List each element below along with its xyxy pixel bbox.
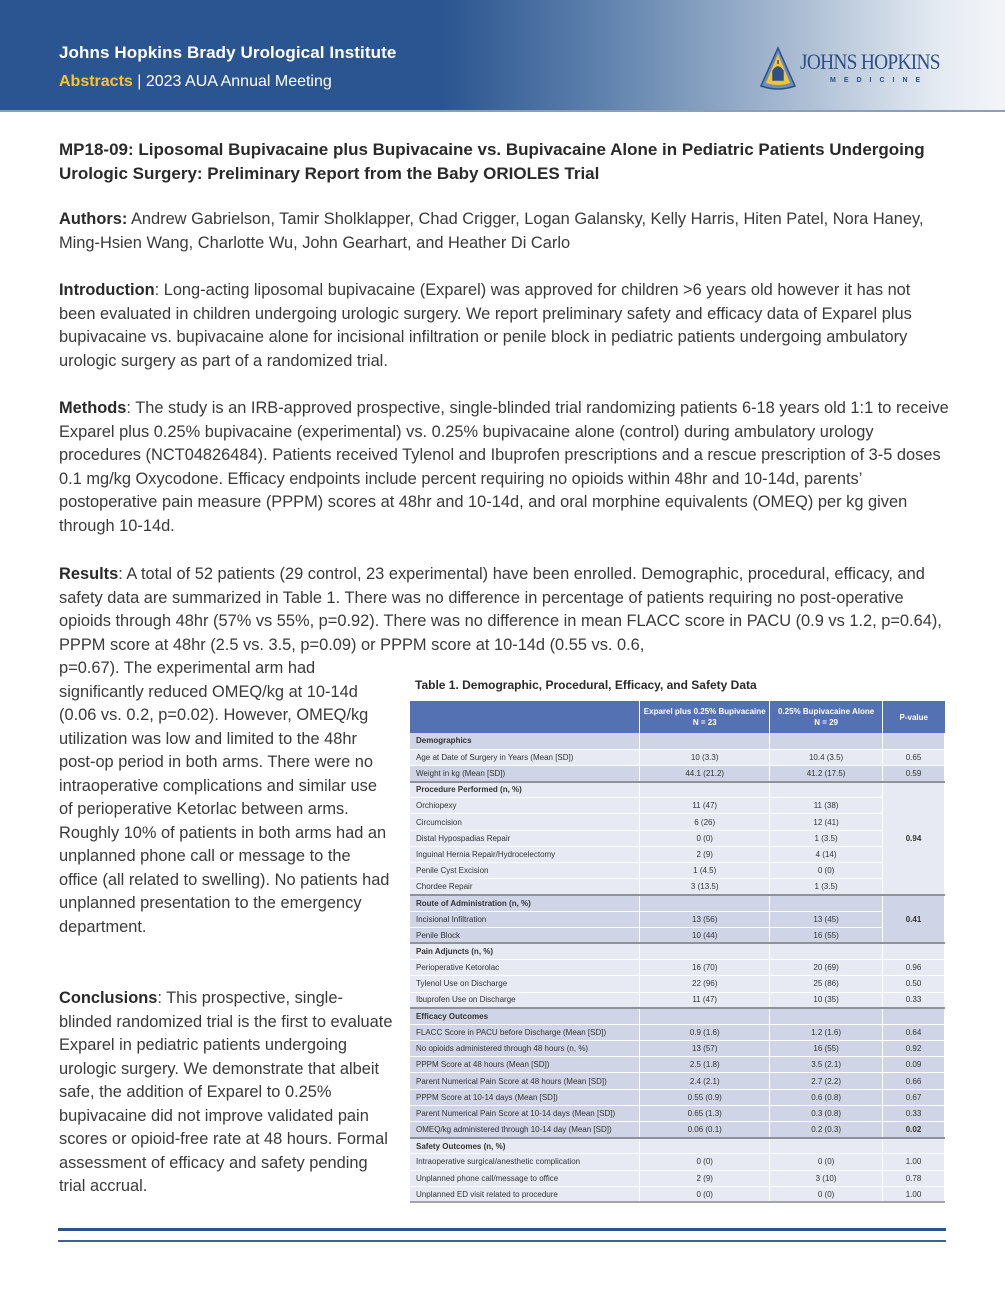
data-table	[410, 701, 945, 1203]
table-title: Table 1. Demographic, Procedural, Efficacy, and Safety Data	[415, 678, 757, 692]
header-experimental: Exparel plus 0.25% Bupivacaine N = 23	[640, 701, 770, 733]
table-row: Parent Numerical Pain Score at 48 hours (Mean [SD]) 2.4 (2.1) 2.7 (2.2) 0.66	[410, 1073, 945, 1089]
section-row: Safety Outcomes (n, %)	[410, 1138, 945, 1154]
procedure-pvalue: 0.94	[883, 782, 945, 895]
section-row: Demographics	[410, 733, 945, 749]
section-row: Procedure Performed (n, %) 0.94	[410, 782, 945, 798]
introduction-paragraph	[59, 279, 949, 373]
table-row: Weight in kg (Mean [SD]) 44.1 (21.2) 41.2 (17.5) 0.59	[410, 765, 945, 781]
authors-label: Authors:	[59, 210, 128, 228]
methods-paragraph	[59, 397, 949, 538]
authors-paragraph	[59, 208, 949, 255]
table-row: Perioperative Ketorolac 16 (70) 20 (69) 0.96	[410, 960, 945, 976]
table-row: No opioids administered through 48 hours (n, %) 13 (57) 16 (55) 0.92	[410, 1041, 945, 1057]
header-control: 0.25% Bupivacaine Alone N = 29	[770, 701, 883, 733]
table-row: Unplanned ED visit related to procedure 0 (0) 0 (0) 1.00	[410, 1186, 945, 1202]
table-row: Incisional Infiltration 13 (56) 13 (45)	[410, 911, 945, 927]
table-row: Distal Hypospadias Repair 0 (0) 1 (3.5)	[410, 830, 945, 846]
johns-hopkins-logo	[758, 46, 948, 90]
introduction-label: Introduction	[59, 281, 155, 299]
table-row: Intraoperative surgical/anesthetic complication 0 (0) 0 (0) 1.00	[410, 1154, 945, 1170]
table-row: PPPM Score at 10-14 days (Mean [SD]) 0.55 (0.9) 0.6 (0.8) 0.67	[410, 1089, 945, 1105]
table-row: Parent Numerical Pain Score at 10-14 days (Mean [SD]) 0.65 (1.3) 0.3 (0.8) 0.33	[410, 1105, 945, 1121]
table-row: Chordee Repair 3 (13.5) 1 (3.5)	[410, 879, 945, 895]
section-row: Route of Administration (n, %) 0.41	[410, 895, 945, 911]
table-row: Penile Block 10 (44) 16 (55)	[410, 927, 945, 943]
header-banner	[0, 0, 1005, 112]
route-pvalue: 0.41	[883, 895, 945, 944]
conclusions-paragraph	[59, 987, 394, 1199]
table-row: Unplanned phone call/message to office 2 (9) 3 (10) 0.78	[410, 1170, 945, 1186]
section-row: Pain Adjuncts (n, %)	[410, 943, 945, 959]
authors-text: Andrew Gabrielson, Tamir Sholklapper, Chad Crigger, Logan Galansky, Kelly Harris, Hiten Patel, Nora Haney, Ming-Hsien Wang, Charlotte Wu, John Gearhart, and Heather Di Carlo	[59, 210, 924, 252]
abstracts-label: Abstracts	[59, 73, 133, 90]
dome-shield-icon	[758, 46, 798, 90]
footer-rule-thin	[58, 1240, 946, 1242]
introduction-text: : Long-acting liposomal bupivacaine (Exparel) was approved for children >6 years old however it has not been evaluated in children undergoing urologic surgery. We report preliminary safety and efficacy data of Exparel plus bupivacaine vs. bupivacaine alone for incisional infiltration or penile block in pediatric patients undergoing ambulatory urologic surgery as part of a randomized trial.	[59, 281, 912, 370]
separator: |	[132, 73, 146, 90]
abstract-title: MP18-09: Liposomal Bupivacaine plus Bupivacaine vs. Bupivacaine Alone in Pediatric Patients Undergoing Urologic Surgery: Preliminary Report from the Baby ORIOLES Trial	[59, 140, 925, 183]
header-label	[410, 701, 640, 733]
footer-rule-thick	[58, 1228, 946, 1231]
section-row: Efficacy Outcomes	[410, 1008, 945, 1024]
logo-tagline: MEDICINE	[830, 77, 929, 84]
methods-text: : The study is an IRB-approved prospective, single-blinded trial randomizing patients 6-18 years old 1:1 to receive Exparel plus 0.25% bupivacaine (experimental) vs. 0.25% bupivacaine alone (control) during ambulatory urology procedures (NCT04826484). Patients received Tylenol and Ibuprofen prescriptions and a rescue prescription of 3-5 doses 0.1 mg/kg Oxycodone. Efficacy endpoints include percent requiring no opioids within 48hr and 10-14d, parents’ postoperative pain measure (PPPM) scores at 48hr and 10-14d, and oral morphine equivalents (OMEQ) per kg given through 10-14d.	[59, 399, 949, 535]
table-row: Penile Cyst Excision 1 (4.5) 0 (0)	[410, 863, 945, 879]
logo-wordmark: JOHNS HOPKINS	[800, 49, 940, 74]
results-continued: p=0.67). The experimental arm had significantly reduced OMEQ/kg at 10-14d (0.06 vs. 0.2, p=0.02). However, OMEQ/kg utilization was low and limited to the 48hr post-op period in both arms. There were no intraoperative complications and similar use of perioperative Ketorlac between arms. Roughly 10% of patients in both arms had an unplanned phone call or message to the office (all related to swelling). No patients had unplanned presentation to the emergency department.	[59, 659, 390, 936]
table-row: Tylenol Use on Discharge 22 (96) 25 (86) 0.50	[410, 976, 945, 992]
methods-label: Methods	[59, 399, 127, 417]
table-1	[410, 678, 947, 1203]
significant-pvalue: 0.02	[883, 1122, 945, 1138]
table-row: Age at Date of Surgery in Years (Mean [SD]) 10 (3.3) 10.4 (3.5) 0.65	[410, 749, 945, 765]
results-label: Results	[59, 565, 119, 583]
table-row: FLACC Score in PACU before Discharge (Mean [SD]) 0.9 (1.6) 1.2 (1.6) 0.64	[410, 1024, 945, 1040]
results-text: : A total of 52 patients (29 control, 23 experimental) have been enrolled. Demographic, procedural, efficacy, and safety data are summarized in Table 1. There was no difference in percentage of patients requiring no post-operative opioids through 48hr (57% vs 55%, p=0.92). There was no difference in mean FLACC score in PACU (0.9 vs 1.2, p=0.64), PPPM score at 48hr (2.5 vs. 3.5, p=0.09) or PPPM score at 10-14d (0.55 vs. 0.6,	[59, 565, 942, 654]
header-pvalue: P-value	[883, 701, 945, 733]
conclusions-text: : This prospective, single-blinded randomized trial is the first to evaluate Exparel in pediatric patients undergoing urologic surgery. We demonstrate that albeit safe, the addition of Exparel to 0.25% bupivacaine did not improve validated pain scores or opioid-free rate at 48 hours. Formal assessment of efficacy and safety pending trial accrual.	[59, 989, 393, 1195]
results-paragraph	[59, 563, 949, 657]
table-row: PPPM Score at 48 hours (Mean [SD]) 2.5 (1.8) 3.5 (2.1) 0.09	[410, 1057, 945, 1073]
table-row: Ibuprofen Use on Discharge 11 (47) 10 (35) 0.33	[410, 992, 945, 1008]
table-header-row	[410, 701, 945, 733]
meeting-line	[59, 73, 332, 91]
table-row: OMEQ/kg administered through 10-14 day (Mean [SD]) 0.06 (0.1) 0.2 (0.3) 0.02	[410, 1122, 945, 1138]
institute-name: Johns Hopkins Brady Urological Institute	[59, 43, 397, 62]
conclusions-label: Conclusions	[59, 989, 158, 1007]
table-row: Inguinal Hernia Repair/Hydrocelectomy 2 (9) 4 (14)	[410, 846, 945, 862]
table-row: Orchiopexy 11 (47) 11 (38)	[410, 798, 945, 814]
meeting-name: 2023 AUA Annual Meeting	[145, 73, 332, 90]
table-row: Circumcision 6 (26) 12 (41)	[410, 814, 945, 830]
